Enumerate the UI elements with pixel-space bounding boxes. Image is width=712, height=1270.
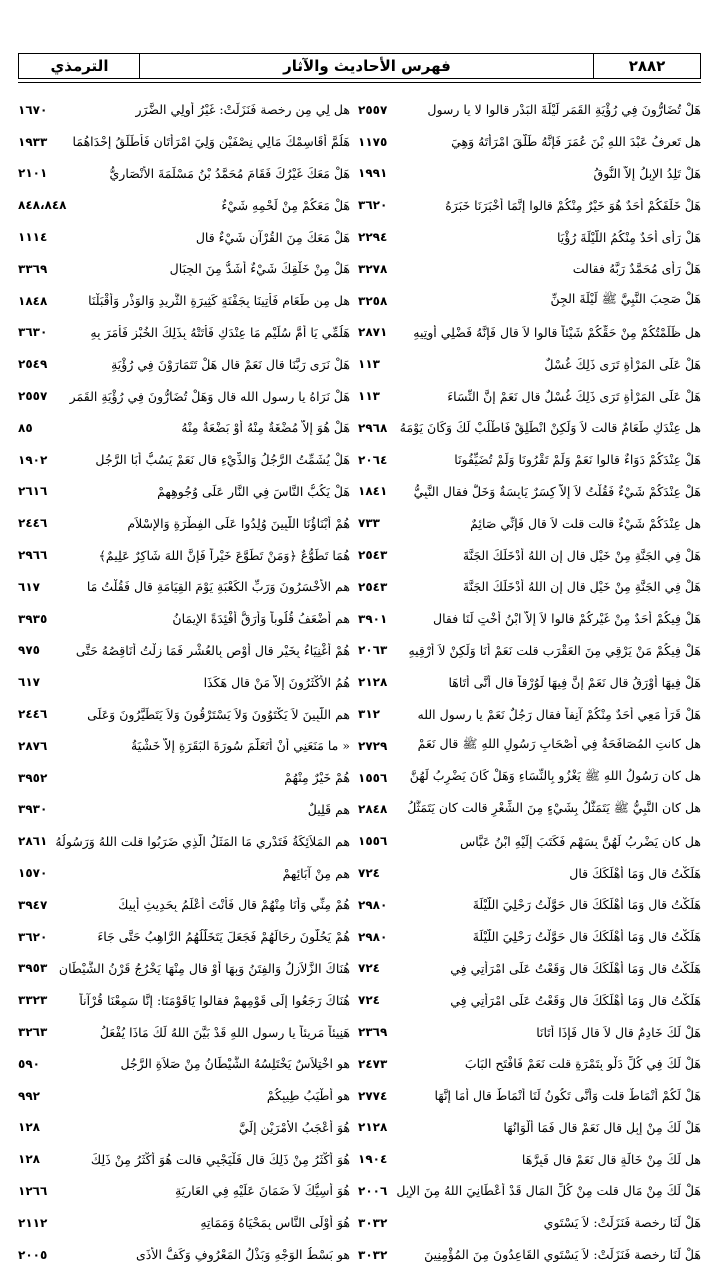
hadith-number: ٥٩٠ [18, 1056, 40, 1071]
hadith-text: هَلْ فِيكُمْ مَنْ يَرْقِي مِنَ العَقْرَبِ قلت نَعَمْ أَنَا وَلَكِنْ لاَ أَرْقِيهِ [408, 642, 701, 658]
hadith-number: ١١٧٥ [358, 134, 388, 149]
hadith-number: ٢٣٦٩ [358, 1025, 388, 1039]
hadith-number: ٢٥٤٣ [358, 548, 388, 563]
index-entry [18, 1016, 350, 1048]
hadith-text: هَلْ عِنْدَكُمْ شَيْءٌ فَقُلْتُ لاَ إِلاَّ كِسَرٌ يَابِسَةٌ وَخَلٌّ فقال النَّبِيُّ [413, 483, 701, 499]
hadith-number: ٣٢٥٨ [358, 293, 388, 308]
hadith-number: ١٩٠٤ [358, 1152, 388, 1167]
index-entry [18, 348, 350, 380]
hadith-number: ١١١٤ [18, 230, 48, 245]
hadith-number: ٢٧٧٤ [358, 1088, 388, 1103]
index-entry [18, 285, 350, 317]
hadith-text: هل ظَلَمْتُكُمْ مِنْ حَقِّكُمْ شَيْئاً قالوا لاَ قال فَإِنَّهُ فَضْلِي أُوتِيهِ [413, 324, 701, 340]
index-entry [18, 317, 350, 349]
hadith-number: ٢٩٦٨ [358, 420, 388, 435]
index-entry [18, 412, 350, 444]
hadith-number: ٢٦١٦ [18, 484, 48, 499]
hadith-text: هو أَطْيَبُ طِيبِكُمْ [266, 1088, 350, 1104]
hadith-number: ٢٨٤٨ [358, 802, 388, 817]
hadith-text: هَلَكْتُ قال وَمَا أَهْلَكَكَ قال حَوَّلْتُ رَحْلِيَ اللَّيْلَةَ [472, 897, 701, 913]
index-entry [18, 507, 350, 539]
hadith-number: ٧٣٣ [358, 516, 380, 531]
index-entry [358, 984, 701, 1016]
hadith-number: ٣٣٢٣ [18, 993, 48, 1008]
hadith-text: هَلْ مَعَكَ مِنَ القُرْآنِ شَيْءٌ قال [195, 229, 350, 245]
hadith-text: هم الأَخْسَرُونَ وَرَبِّ الكَعْبَةِ يَوْمَ القِيَامَةِ قال فَقُلْتُ مَا [86, 579, 350, 595]
index-entry [18, 1048, 350, 1080]
hadith-text: هُنَاكَ الزَّلاَزِلُ وَالفِتَنُ وَبِهَا أَوْ قال مِنْهَا يَخْرُجُ قَرْنُ الشَّيْطَانِ [58, 960, 350, 976]
hadith-text: هَلْ عِنْدَكُمْ دَوَاءٌ قالوا نَعَمْ وَلَمْ تَقْرُونَا وَلَمْ تُضَيِّفُونَا [454, 452, 701, 468]
hadith-number: ٢٩٨٠ [358, 897, 388, 912]
index-entry [18, 698, 350, 730]
hadith-text: هُمْ أَغْنِيَاءُ بِخَيْرٍ قال أَوْصِ بِالعُشْرِ فَمَا زِلْتُ أُنَاقِصُهُ حَتَّى [75, 642, 350, 658]
hadith-number: ٣٩٣٠ [18, 802, 48, 817]
hadith-number: ١٢٨ [18, 1120, 40, 1135]
hadith-text: هَلْ لَنَا رخصة فَنَزَلَتْ: لاَ يَسْتَوِي [543, 1215, 701, 1231]
hadith-text: هل كان يَضْرِبُ لَهُنَّ بِسَهْمٍ فَكَتَبَ إِلَيْهِ ابْنُ عَبَّاسٍ [459, 833, 701, 849]
hadith-number: ٢٤٧٣ [358, 1056, 388, 1071]
index-entry [18, 158, 350, 190]
index-entry [18, 94, 350, 126]
index-entry [358, 380, 701, 412]
index-entry [18, 444, 350, 476]
hadith-number: ٣٩٠١ [358, 611, 388, 626]
hadith-text: « ما مَنَعَنِي أَنْ أَتَعَلَّمَ سُورَةَ البَقَرَةِ إِلاَّ خَشْيَةُ [130, 738, 350, 754]
index-entry [358, 476, 701, 508]
hadith-text: هَلَكْتُ قال وَمَا أَهْلَكَكَ قال وَقَعْتُ عَلَى امْرَأَتِي فِي [450, 960, 701, 976]
hadith-text: هَلْ قَرَأَ مَعِي أَحَدٌ مِنْكُمْ آنِفاً فقال رَجُلٌ نَعَمْ يا رسول الله [417, 706, 701, 722]
hadith-number: ١٨٤٨ [18, 293, 48, 308]
index-entry [358, 221, 701, 253]
index-entry [18, 666, 350, 698]
hadith-text: هَلُمِّي يَا أُمَّ سُلَيْمٍ مَا عِنْدَكِ فَأَتَتْهُ بِذَلِكَ الخُبْزِ فَأَمَرَ بِهِ [90, 324, 350, 340]
hadith-number: ٣٦٢٠ [18, 929, 48, 944]
hadith-number: ٢٩٦٦ [18, 548, 48, 563]
index-entry [358, 348, 701, 380]
hadith-text: هُوَ أَسِيُّكَ لاَ ضَمَانَ عَلَيْهِ فِي العَارِيَةِ [175, 1183, 350, 1199]
hadith-number: ٣٢٦٣ [18, 1025, 48, 1039]
hadith-text: هَلْ يُشَمِّتُ الرَّجُلُ وَالذِّيْءِ قال نَعَمْ يَسُبُّ أَبَا الرَّجُلِ [95, 452, 350, 468]
index-entry [18, 762, 350, 794]
hadith-number: ٩٩٢ [18, 1088, 40, 1103]
hadith-number: ٢٧٢٩ [358, 738, 388, 753]
hadith-number: ١٥٧٠ [18, 866, 48, 881]
hadith-text: هَلْ يَكُبُّ النَّاسَ فِي النَّارِ عَلَى وُجُوهِهِمْ [157, 483, 350, 499]
index-entry [358, 507, 701, 539]
index-entry [18, 953, 350, 985]
hadith-number: ٢٥٤٩ [18, 357, 48, 372]
index-entry [358, 1048, 701, 1080]
index-entry [358, 825, 701, 857]
index-entry [358, 889, 701, 921]
index-entry [18, 1175, 350, 1207]
hadith-text: هَلْ فِي الجَنَّةِ مِنْ خَيْلٍ قال إِنِ اللهُ أَدْخَلَكَ الجَنَّةَ [462, 547, 701, 563]
index-entry [18, 126, 350, 158]
hadith-number: ٣١٢ [358, 707, 380, 722]
index-entry [358, 698, 701, 730]
hadith-text: هَلْ رَأَى مُحَمَّدٌ رَبَّهُ فقالت [572, 261, 701, 277]
hadith-number: ٢٠٠٥ [18, 1247, 48, 1262]
hadith-number: ٧٢٤ [358, 993, 380, 1008]
hadith-number: ١٢٦٦ [18, 1183, 48, 1198]
hadith-text: هُمَا تَطَوُّعٌ ﴿وَمَنْ تَطَوَّعَ خَيْراً فَإِنَّ اللهَ شَاكِرٌ عَلِيمٌ﴾ [98, 547, 350, 563]
hadith-text: هل تَعرفُ عَبْدَ اللهِ بْنَ عُمَرَ فَإِنَّهُ طَلَّقَ امْرَأَتَهُ وَهِيَ [451, 134, 701, 150]
index-entry [18, 1207, 350, 1239]
hadith-text: هَلْ لَكَ مِنْ إِبِلٍ قال نَعَمْ قال فَمَا أَلْوَانُهَا [503, 1119, 701, 1135]
page-number: ٢٨٨٢ [593, 54, 700, 78]
index-entry [18, 825, 350, 857]
hadith-text: هَلْ فِيكُمْ أَحَدٌ مِنْ غَيْرِكُمْ قالوا لاَ إِلاَّ ابْنُ أُخْتٍ لَنَا فقال [433, 611, 701, 627]
hadith-text: هَلَكْتُ قال وَمَا أَهْلَكَكَ قال [569, 865, 701, 881]
hadith-number: ٣٩٥٢ [18, 770, 48, 785]
hadith-number: ١٨٤١ [358, 484, 388, 499]
index-entry [18, 794, 350, 826]
hadith-number: ٢٨٧١ [358, 325, 388, 340]
hadith-text: هم قَلِيلٌ [307, 801, 350, 817]
index-entry [358, 921, 701, 953]
hadith-text: هم اللَّبِينَ لاَ يَكْتَوُونَ وَلاَ يَسْتَرْقُونَ وَلاَ يَتَطَيَّرُونَ وَعَلَى [87, 706, 350, 722]
hadith-text: هَلْ عَلَى المَرْأَةِ تَرَى ذَلِكَ غُسْلٌ قال نَعَمْ إِنَّ النِّسَاءَ [447, 388, 701, 404]
hadith-text: هُنَاكَ رَجَعُوا إِلَى قَوْمِهِمْ فقالوا يَاقَوْمَنَا: إِنَّا سَمِعْنَا قُرْآناً [79, 992, 350, 1008]
hadith-text: هم مِنْ آبَائِهِمْ [282, 865, 350, 881]
header-rule [18, 82, 701, 83]
book-name: الترمذي [50, 57, 109, 75]
hadith-number: ٢٠٦٣ [358, 643, 388, 658]
hadith-text: هُمْ مِنِّي وَأَنَا مِنْهُمْ قال فَأَنْتَ أَعْلَمُ بِحَدِيثِ أَبِيكَ [118, 897, 350, 913]
hadith-number: ٢٥٥٧ [18, 389, 48, 404]
page-header [18, 53, 701, 79]
hadith-text: هُمْ خَيْرٌ مِنْهُمْ [284, 770, 350, 786]
hadith-text: هَلْ مِنْ خَلْقِكَ شَيْءٌ أَشَدُّ مِنَ الجِبَالِ [169, 261, 350, 277]
index-entry [18, 189, 350, 221]
index-entry [358, 1175, 701, 1207]
hadith-text: هُمْ يَحُلُّونَ رِحَالَهُمْ فَجَعَلَ يَتَخَلَّلُهُمُ الرَّاهِبُ حَتَّى جَاءَ [97, 929, 350, 945]
hadith-text: هَلْ خَلَفَكُمْ أَحَدٌ هُوَ خَيْرٌ مِنْكُمْ قالوا إِنَّمَا أَخْبَرَنَا خَبَرَهُ [445, 197, 701, 213]
hadith-number: ٣٦٣٠ [18, 325, 48, 340]
index-entry [18, 253, 350, 285]
index-entry [18, 539, 350, 571]
index-entry [358, 571, 701, 603]
hadith-text: هَلْ رَأَى أَحَدٌ مِنْكُمُ اللَّيْلَةَ رُؤْيَا [556, 229, 701, 245]
hadith-number: ١١٣ [358, 357, 380, 372]
hadith-text: هَنِيئاً مَرِيئاً يا رسول اللهِ قَدْ بَيَّنَ اللهُ لَكَ مَاذَا يُفْعَلُ [99, 1024, 350, 1040]
index-entry [18, 857, 350, 889]
hadith-text: هل كانتِ المُصَافَحَةُ فِي أَصْحَابِ رَسُولِ اللهِ ﷺ قال نَعَمْ [417, 736, 701, 752]
index-entry [358, 762, 701, 794]
hadith-number: ٢٩٨٠ [358, 929, 388, 944]
hadith-text: هل كان رَسُولُ اللهِ ﷺ يَغْزُو بِالنِّسَاءِ وَهَلْ كَانَ يَضْرِبُ لَهُنَّ [409, 768, 701, 784]
hadith-text: هَلَكْتُ قال وَمَا أَهْلَكَكَ قال حَوَّلْتُ رَحْلِيَ اللَّيْلَةَ [472, 929, 701, 945]
hadith-number: ٢٠٠٦ [358, 1183, 388, 1198]
index-entry [358, 1112, 701, 1144]
index-entry [18, 603, 350, 635]
index-entry [358, 1207, 701, 1239]
hadith-number: ١٩٠٢ [18, 452, 48, 467]
index-entry [358, 635, 701, 667]
index-entry [358, 158, 701, 190]
hadith-number: ٢٢٩٤ [358, 230, 388, 245]
hadith-text: هُوَ أَكْثَرُ مِنْ ذَلِكَ قال فَلْيَجْبِي قالت هُوَ أَكْثَرُ مِنْ ذَلِكَ [90, 1151, 350, 1167]
hadith-text: هَلْ تُضَارُّونَ فِي رُؤْيَةِ القَمَرِ لَيْلَةَ البَدْرِ قالوا لا يا رسول [427, 102, 701, 118]
hadith-number: ٣٠٣٢ [358, 1215, 388, 1230]
hadith-number: ٢٨٦١ [18, 834, 48, 849]
index-entry [358, 189, 701, 221]
hadith-number: ٦١٧ [18, 675, 40, 690]
hadith-text: هَلْ فِي الجَنَّةِ مِنْ خَيْلٍ قال إِنِ اللهُ أَدْخَلَكَ الجَنَّةَ [462, 579, 701, 595]
hadith-text: هل كان النَّبِيُّ ﷺ يَتَمَثَّلُ بِشَيْءٍ مِنَ الشِّعْرِ قالت كان يَتَمَثَّلُ [407, 799, 701, 815]
hadith-number: ١٦٧٠ [18, 102, 48, 117]
index-entry [18, 730, 350, 762]
hadith-text: هُوَ أَوْلَى النَّاسِ بِمَحْيَاهُ وَمَمَاتِهِ [200, 1215, 350, 1231]
index-entry [358, 794, 701, 826]
hadith-number: ٨٤٨،٨٤٨ [18, 198, 67, 213]
hadith-text: هَلْ نَرَاهُ يا رسول الله قال وَهَلْ تُضَارُّونَ فِي رُؤْيَةِ القَمَرِ [69, 388, 350, 404]
hadith-number: ٧٢٤ [358, 961, 380, 976]
index-column-right [358, 94, 701, 1270]
index-entry [358, 412, 701, 444]
hadith-number: ٦١٧ [18, 579, 40, 594]
hadith-text: هل عِنْدَكُمْ شَيْءٌ قالت قلت لاَ قال فَإِنِّي صَائِمٌ [470, 515, 701, 531]
index-entry [358, 1016, 701, 1048]
hadith-text: هَلْ لَكَ مِنْ مَالٍ قلت مِنْ كُلِّ المَالِ قَدْ أَعْطَانِيَ اللهُ مِنَ الإِبِلِ [396, 1183, 701, 1199]
hadith-text: هل لَكَ مِنْ خَالَةٍ قال نَعَمْ قال فَبِرَّهَا [521, 1151, 701, 1167]
hadith-number: ٣٠٣٢ [358, 1247, 388, 1262]
hadith-number: ٣٩٣٥ [18, 611, 48, 626]
hadith-text: هَلْ صَحِبَ النَّبِيَّ ﷺ لَيْلَةَ الجِنِّ [550, 291, 701, 307]
index-entry [18, 635, 350, 667]
hadith-text: هَلْ لَكُمْ أَنْمَاطٌ قلت وَأَنَّى تَكُونُ لَنَا أَنْمَاطٌ قال أَمَا إِنَّهَا [434, 1088, 701, 1104]
index-entry [18, 1143, 350, 1175]
hadith-text: هل لِي مِن رخصة فَنَزَلَتْ: غَيْرُ أُولِي الضَّرَرِ [135, 102, 350, 118]
index-entry [358, 253, 701, 285]
hadith-number: ٢٠٦٤ [358, 452, 388, 467]
hadith-text: هَلْ هُوَ إِلاَّ مُضْغَةٌ مِنْهُ أَوْ بَضْعَةٌ مِنْهُ [181, 420, 350, 436]
hadith-number: ١٩٩١ [358, 166, 388, 181]
index-entry [18, 984, 350, 1016]
hadith-number: ٢٤٤٦ [18, 516, 48, 531]
hadith-number: ٢٨٧٦ [18, 738, 48, 753]
hadith-number: ١٩٣٣ [18, 134, 48, 149]
hadith-number: ٣٩٥٣ [18, 961, 48, 976]
hadith-number: ٣٦٢٠ [358, 198, 388, 213]
hadith-number: ٢١٢٨ [358, 1120, 388, 1135]
hadith-number: ٢١٠١ [18, 166, 48, 181]
hadith-text: هو بَسْطُ الوَجْهِ وَبَذْلُ المَعْرُوفِ وَكَفُّ الأَذَى [135, 1247, 350, 1263]
index-entry [18, 921, 350, 953]
hadith-number: ١١٣ [358, 389, 380, 404]
hadith-text: هم المَلاَئِكَةُ فَتَدْرِي مَا المَثَلُ الَّذِي ضَرَبُوا قلت اللهُ وَرَسُولُهُ [55, 833, 350, 849]
hadith-number: ٢١١٢ [18, 1215, 48, 1230]
index-entry [18, 889, 350, 921]
hadith-number: ١٥٥٦ [358, 770, 388, 785]
hadith-number: ٣٣٦٩ [18, 261, 48, 276]
index-entry [18, 1239, 350, 1270]
index-entry [358, 539, 701, 571]
hadith-text: هَلَكْتُ قال وَمَا أَهْلَكَكَ قال وَقَعْتُ عَلَى امْرَأَتِي فِي [450, 992, 701, 1008]
hadith-text: هو اخْتِلاَسٌ يَخْتَلِسُهُ الشَّيْطَانُ مِنْ صَلاَةِ الرَّجُلِ [120, 1056, 350, 1072]
hadith-text: هم أَضْعَفُ قُلُوباً وَأَرَقُّ أَفْئِدَةً الإِيمَانُ [172, 611, 350, 627]
index-title: فهرس الأحاديث والآثار [139, 54, 594, 78]
hadith-text: هَلْ مَعَكَ غَيْرُكَ فَقَامَ مُحَمَّدُ بْنُ مَسْلَمَةَ الأَنْصَارِيُّ [109, 165, 350, 181]
index-entry [358, 285, 701, 317]
index-entry [358, 603, 701, 635]
hadith-text: هل مِن طَعَامٍ فَأُتِينَا بِجَفْنَةٍ كَثِيرَةِ الثَّرِيدِ وَالوَذْرِ وَأَقْبَلْنَا [88, 293, 350, 309]
index-entry [358, 857, 701, 889]
index-entry [18, 1112, 350, 1144]
hadith-text: هَلُمَّ أُقَاسِمْكَ مَالِي نِصْفَيْنِ وَلِيَ امْرَأَتَانِ فَأُطَلِّقُ إِحْدَاهُمَا [72, 134, 350, 150]
hadith-number: ٨٥ [18, 420, 33, 435]
hadith-number: ٣٢٧٨ [358, 261, 388, 276]
hadith-text: هَلْ لَنَا رخصة فَنَزَلَتْ: لاَ يَسْتَوِي القَاعِدُونَ مِنَ المُؤْمِنِينَ [424, 1247, 701, 1263]
hadith-text: هَلْ لَكَ فِي كُلِّ دَلْوٍ بِتَمْرَةٍ قلت نَعَمْ فَافْتَحِ البَابَ [464, 1056, 701, 1072]
hadith-text: هَلْ تَلِدُ الإِبِلُ إِلاَّ النُّوقُ [593, 165, 701, 181]
index-entry [358, 94, 701, 126]
hadith-number: ٢٤٤٦ [18, 707, 48, 722]
index-entry [18, 380, 350, 412]
index-entry [358, 953, 701, 985]
hadith-text: هَلْ فِيهَا أَوْرَقُ قال نَعَمْ إِنَّ فِيهَا لَوُرْقاً قال أَنَّى أَتَاهَا [448, 674, 701, 690]
hadith-number: ٢١٢٨ [358, 675, 388, 690]
index-entry [358, 730, 701, 762]
index-entry [358, 1143, 701, 1175]
hadith-number: ١٢٨ [18, 1152, 40, 1167]
index-entry [18, 221, 350, 253]
hadith-number: ٩٧٥ [18, 643, 40, 658]
hadith-text: هَلْ نَرَى رَبَّنَا قال نَعَمْ قال هَلْ تَتَمَارَوْنَ فِي رُؤْيَةِ [111, 356, 350, 372]
hadith-number: ٢٥٥٧ [358, 102, 388, 117]
hadith-number: ٢٥٤٣ [358, 579, 388, 594]
index-entry [358, 1239, 701, 1270]
hadith-number: ١٥٥٦ [358, 834, 388, 849]
hadith-text: هُمُ الأَكْثَرُونَ إِلاَّ مَنْ قال هَكَذَا [203, 674, 350, 690]
hadith-number: ٣٩٤٧ [18, 897, 48, 912]
index-entry [18, 571, 350, 603]
hadith-text: هُمْ أَبْنَاؤُنَا اللَّبِينَ وُلِدُوا عَلَى الفِطْرَةِ وَالإِسْلاَمِ [127, 515, 350, 531]
hadith-text: هل عِنْدَكِ طَعَامٌ قالت لاَ وَلَكِنْ انْطَلِقْ فَاطْلُبْ لَكَ وَكَانَ يَوْمَهُ [399, 420, 701, 436]
index-entry [358, 666, 701, 698]
hadith-text: هَلْ لَكَ خَادِمٌ قال لاَ قال فَإِذَا أَتَانَا [536, 1024, 701, 1040]
index-column-left [18, 94, 350, 1270]
hadith-text: هَلْ مَعَكُمْ مِنْ لَحْمِهِ شَيْءٌ [221, 197, 350, 213]
hadith-number: ٧٢٤ [358, 866, 380, 881]
index-entry [358, 444, 701, 476]
index-entry [18, 476, 350, 508]
hadith-text: هُوَ أَعْجَبُ الأَمْرَيْنِ إِلَيَّ [238, 1119, 350, 1135]
hadith-text: هَلْ عَلَى المَرْأَةِ تَرَى ذَلِكَ غُسْلٌ [544, 356, 701, 372]
index-entry [358, 317, 701, 349]
index-entry [358, 126, 701, 158]
